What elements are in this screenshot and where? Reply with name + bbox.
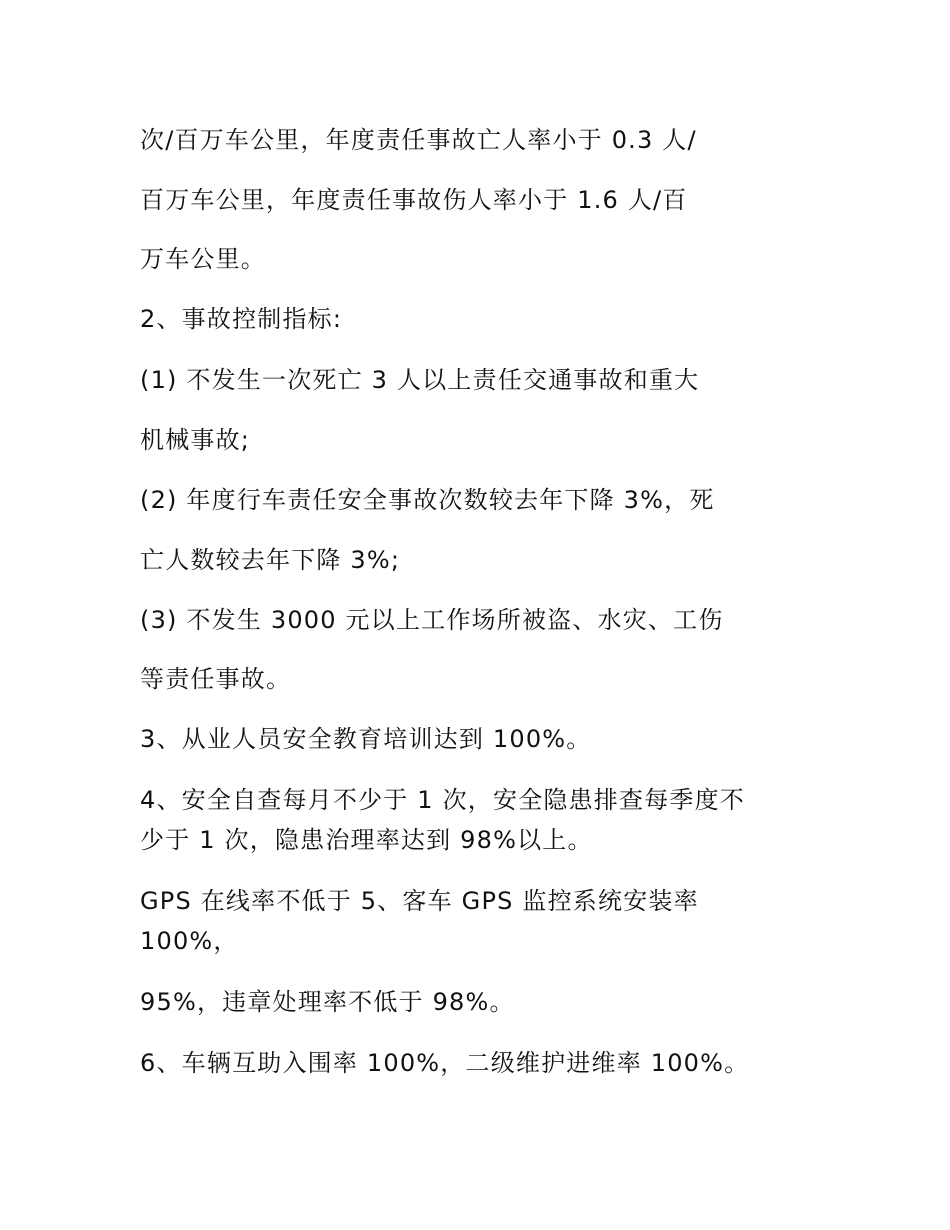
text-line: (3) 不发生 3000 元以上工作场所被盗、水灾、工伤 [140, 606, 724, 634]
text-line: 少于 1 次，隐患治理率达到 98%以上。 [140, 826, 593, 854]
section-heading: 2、事故控制指标: [140, 305, 343, 333]
text-line: 万车公里。 [140, 245, 266, 273]
text-line: 6、车辆互助入围率 100%，二级维护进维率 100%。 [140, 1049, 750, 1077]
text-line: 机械事故; [140, 426, 251, 454]
text-line: (1) 不发生一次死亡 3 人以上责任交通事故和重大 [140, 366, 700, 394]
text-line: 3、从业人员安全教育培训达到 100%。 [140, 725, 592, 753]
text-line: GPS 在线率不低于 5、客车 GPS 监控系统安装率 [140, 887, 699, 915]
text-line: 百万车公里，年度责任事故伤人率小于 1.6 人/百 [140, 186, 688, 214]
text-line: 100%， [140, 927, 239, 955]
text-line: 95%，违章处理率不低于 98%。 [140, 988, 515, 1016]
text-line: 4、安全自查每月不少于 1 次，安全隐患排查每季度不 [140, 786, 745, 814]
text-line: 等责任事故。 [140, 665, 292, 693]
text-line: 次/百万车公里，年度责任事故亡人率小于 0.3 人/ [140, 126, 697, 154]
text-line: (2) 年度行车责任安全事故次数较去年下降 3%，死 [140, 486, 715, 514]
text-line: 亡人数较去年下降 3%; [140, 546, 401, 574]
